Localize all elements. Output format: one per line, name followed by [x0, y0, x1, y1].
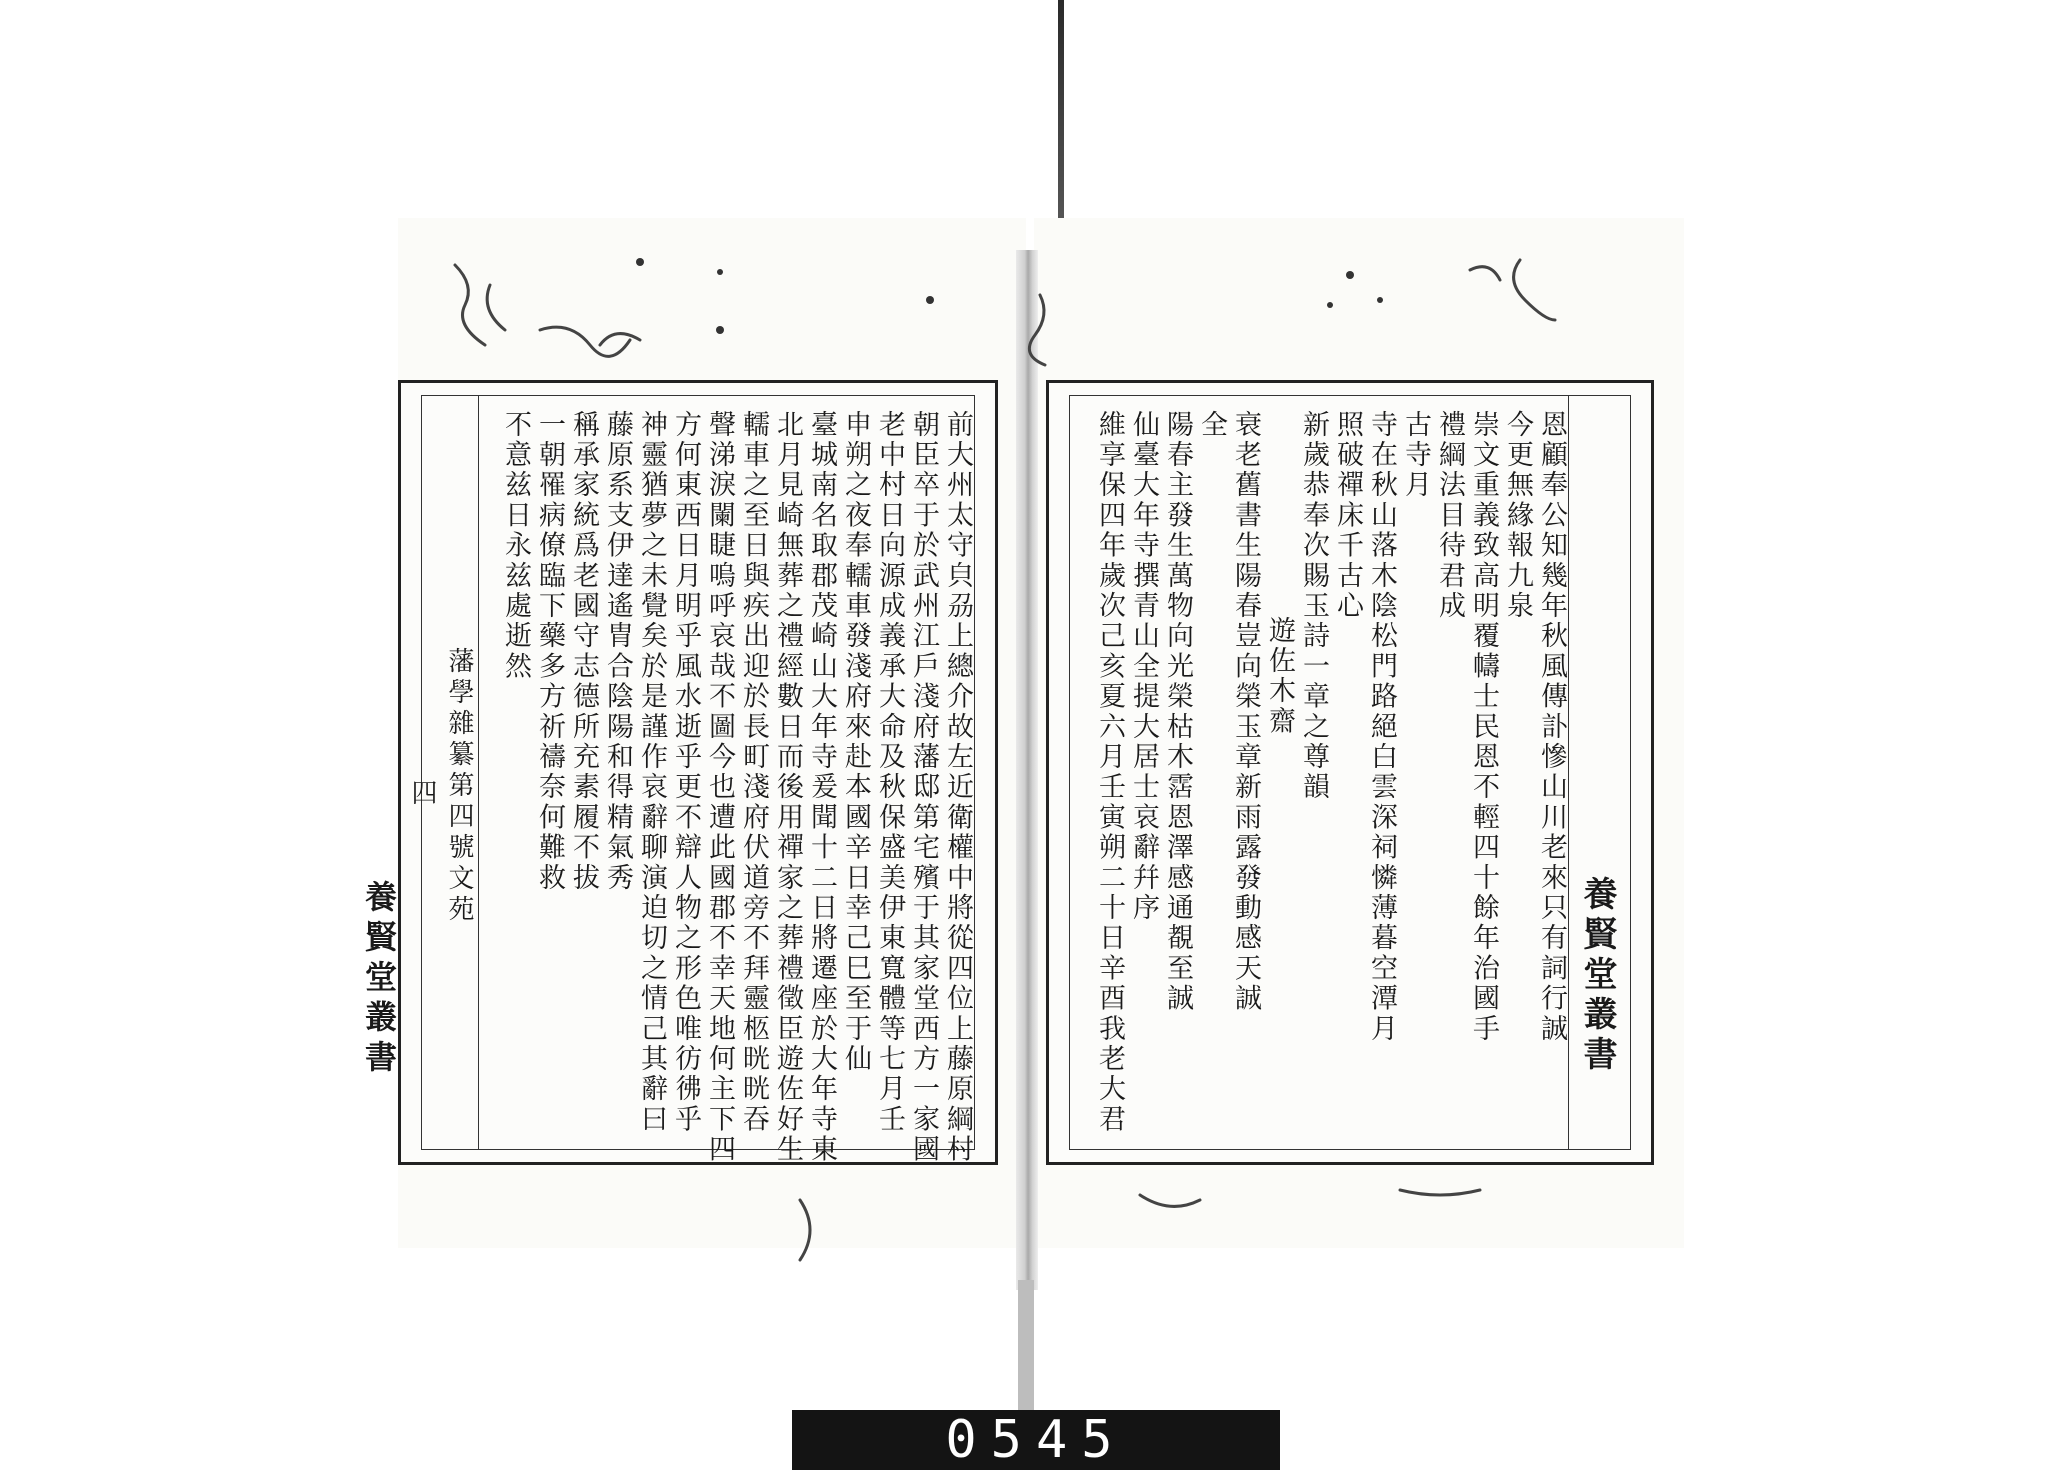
- right-text-column-12: 陽春主發生萬物向光榮枯木霑恩澤感通覩至誠: [1162, 410, 1193, 1014]
- right-text-column-10: 衰老舊書生陽春豈向榮玉章新雨露發動感天誠: [1230, 410, 1261, 1014]
- left-text-column-12: 稱承家統爲老國守志德所充素履不拔: [568, 410, 599, 894]
- right-text-column-11: 全: [1196, 410, 1227, 441]
- left-text-column-13: 一朝罹病僚臨下藥多方祈禱奈何難救: [534, 410, 565, 894]
- right-text-column-9: 遊佐木齋: [1264, 616, 1295, 737]
- left-page: [398, 380, 998, 1165]
- right-text-column-4: 禮綱法目待君成: [1434, 410, 1465, 622]
- right-text-column-8: 新歲恭奉次賜玉詩一章之尊韻: [1298, 410, 1329, 803]
- right-page: [1046, 380, 1654, 1165]
- left-text-column-11: 藤原系支伊達遙胄合陰陽和得精氣秀: [602, 410, 633, 894]
- binding-thread: [1058, 0, 1064, 220]
- right-text-column-14: 維享保四年歲次己亥夏六月壬寅朔二十日辛酉我老大君: [1094, 410, 1125, 1135]
- left-text-column-6: 北月見崎無葬之禮經數日而後用禪家之葬禮徵臣遊佐好生: [772, 410, 803, 1165]
- right-text-column-5: 古寺月: [1400, 410, 1431, 501]
- right-margin-title: 養賢堂叢書: [1568, 396, 1622, 1149]
- left-page-number: 四: [407, 779, 437, 810]
- right-page-frame: [1069, 395, 1631, 1150]
- left-text-column-1: 前大州太守㒵刕上總介故左近衛權中將從四位上藤原綱村: [942, 410, 973, 1165]
- left-text-column-14: 不意兹日永兹處逝然: [500, 410, 531, 682]
- left-text-column-10: 神靈猶夢之未覺矣於是謹作哀辭聊演迫切之情己其辭曰: [636, 410, 667, 1135]
- left-text-column-5: 臺城南名取郡茂崎山大年寺爰聞十二日將遷座於大年寺東: [806, 410, 837, 1165]
- left-margin-title: 養賢堂叢書: [360, 880, 398, 1080]
- right-text-column-6: 寺在秋山落木陰松門路絕白雲深祠憐薄暮空潭月: [1366, 410, 1397, 1045]
- right-text-column-3: 崇文重義致高明覆幬士民恩不輕四十餘年治國手: [1468, 410, 1499, 1045]
- left-page-frame: [407, 395, 975, 1165]
- tag-holder: [1018, 1280, 1034, 1410]
- left-text-column-3: 老中村日向源成義承大命及秋保盛美伊東寬體等七月壬: [874, 410, 905, 1135]
- archive-number-tag: 0545: [792, 1410, 1280, 1470]
- book-spine: [1016, 250, 1038, 1290]
- right-text-column-1: 恩顧奉公知幾年秋風傳訃慘山川老來只有詞行誠: [1536, 410, 1567, 1045]
- left-text-column-9: 方何東西日月明乎風水逝乎更不辯人物之形色唯彷彿乎: [670, 410, 701, 1135]
- left-page-header-title: 藩學雜纂第四號文苑: [444, 647, 474, 926]
- left-text-column-8: 聲涕淚闌睫嗚呼哀哉不圖今也遭此國郡不幸天地何主下四: [704, 410, 735, 1165]
- left-text-column-2: 朝臣卒于於武州江戶淺府藩邸第宅殯于其家堂西方一家國: [908, 410, 939, 1165]
- left-text-column-4: 申朔之夜奉轜車發淺府來赴本國辛日幸己巳至于仙: [840, 410, 871, 1075]
- right-text-column-2: 今更無緣報九泉: [1502, 410, 1533, 622]
- right-text-column-13: 仙臺大年寺撰青山全提大居士哀辭幷序: [1128, 410, 1159, 924]
- left-text-column-7: 轜車之至日與疾出迎於長町淺府伏道旁不拜靈柩晄晄吞: [738, 410, 769, 1135]
- left-page-header: [407, 396, 479, 1149]
- right-text-column-7: 照破禪床千古心: [1332, 410, 1363, 622]
